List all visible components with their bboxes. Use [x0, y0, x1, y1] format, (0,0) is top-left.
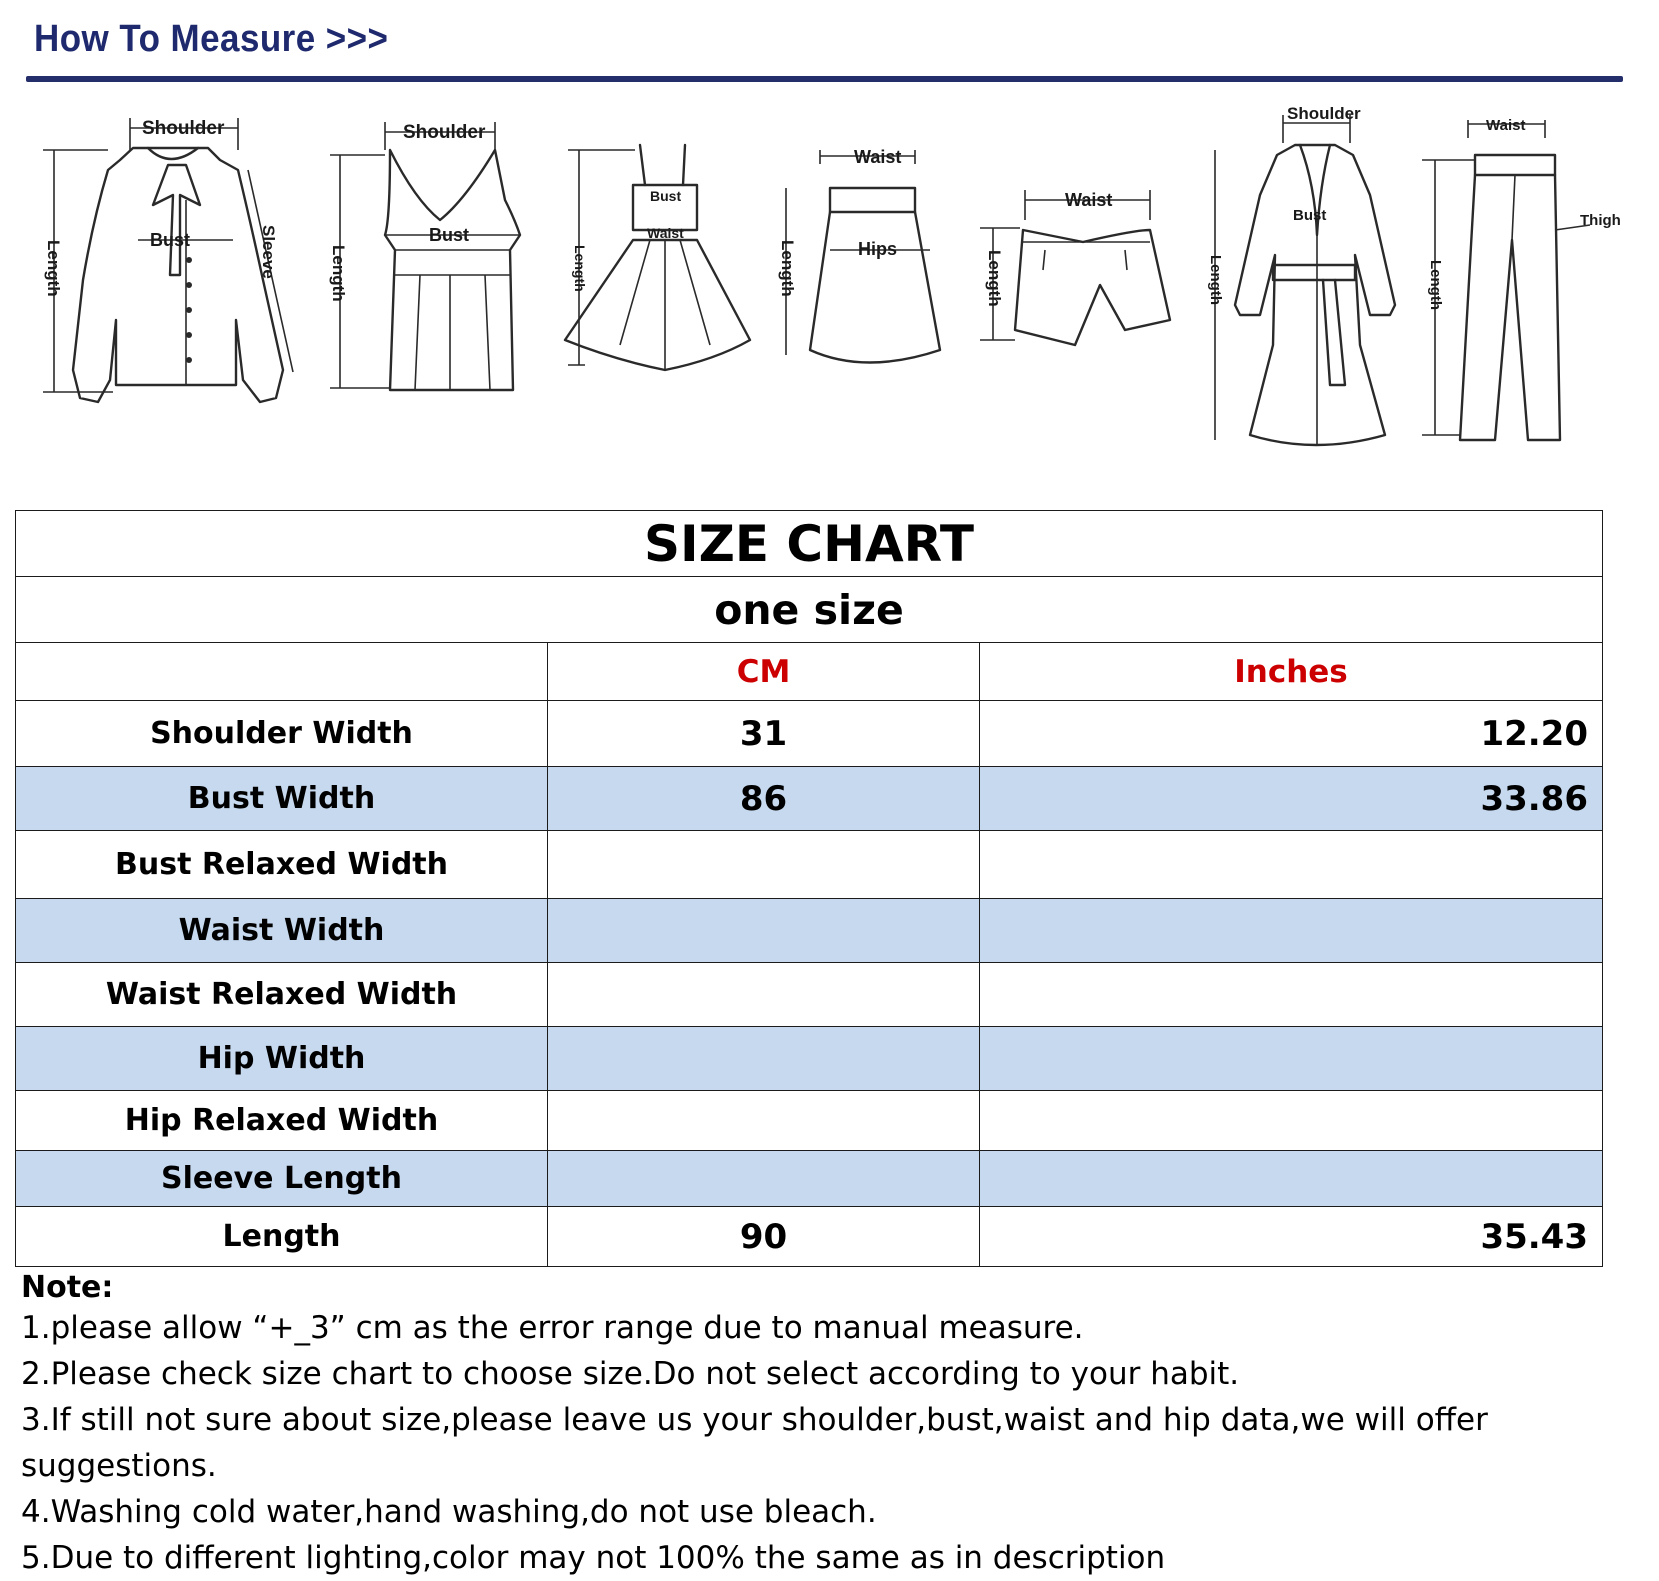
- size-chart-title: SIZE CHART: [16, 511, 1603, 577]
- row-label: Waist Relaxed Width: [16, 963, 548, 1027]
- units-blank-cell: [16, 643, 548, 701]
- coat-bust-label: Bust: [1293, 207, 1327, 224]
- row-cm-value: 90: [548, 1207, 980, 1267]
- header-divider: [26, 76, 1623, 82]
- row-cm-value: 31: [548, 701, 980, 767]
- size-label: one size: [16, 577, 1603, 643]
- row-label: Bust Width: [16, 767, 548, 831]
- tank-diagram: [329, 110, 545, 400]
- pants-waist-label: Waist: [1486, 117, 1526, 134]
- shirt-length-label: Length: [44, 240, 63, 297]
- dress-waist-label: Waist: [647, 225, 684, 241]
- coat-shoulder-label: Shoulder: [1287, 104, 1361, 123]
- row-inch-value: 33.86: [980, 767, 1603, 831]
- row-label: Hip Width: [16, 1027, 548, 1091]
- measurement-figures: [0, 100, 1659, 490]
- table-row: [16, 1027, 1603, 1091]
- coat-diagram: [1205, 105, 1405, 460]
- skirt-length-label: Length: [778, 240, 797, 297]
- row-cm-value: [548, 1151, 980, 1207]
- row-inch-value: [980, 963, 1603, 1027]
- table-row: [16, 767, 1603, 831]
- row-inch-value: 12.20: [980, 701, 1603, 767]
- notes-heading: Note:: [21, 1270, 114, 1305]
- shirt-bust-label: Bust: [150, 230, 190, 250]
- row-cm-value: [548, 1027, 980, 1091]
- shorts-waist-label: Waist: [1065, 190, 1113, 210]
- dress-length-label: Length: [572, 245, 588, 292]
- table-row: [16, 1151, 1603, 1207]
- pants-diagram: [1420, 117, 1630, 450]
- row-label: Length: [16, 1207, 548, 1267]
- shirt-sleeve-label: Sleeve: [259, 225, 278, 279]
- shirt-shoulder-label: Shoulder: [142, 118, 225, 139]
- pants-thigh-label: Thigh: [1580, 212, 1621, 229]
- table-row: [16, 899, 1603, 963]
- dress-diagram: [565, 145, 750, 385]
- units-inches-header: Inches: [980, 643, 1603, 701]
- row-cm-value: [548, 899, 980, 963]
- row-label: Bust Relaxed Width: [16, 831, 548, 899]
- skirt-diagram: [770, 147, 945, 380]
- shorts-length-label: Length: [985, 250, 1004, 307]
- tank-length-label: Length: [329, 245, 348, 302]
- row-label: Waist Width: [16, 899, 548, 963]
- row-inch-value: [980, 1151, 1603, 1207]
- units-cm-header: CM: [548, 643, 980, 701]
- size-chart-table: [15, 510, 1603, 1267]
- row-cm-value: [548, 1091, 980, 1151]
- row-label: Shoulder Width: [16, 701, 548, 767]
- note-item: 5.Due to different lighting,color may not 100% the same as in description: [21, 1540, 1166, 1576]
- note-item: 4.Washing cold water,hand washing,do not use bleach.: [21, 1494, 877, 1530]
- row-inch-value: [980, 831, 1603, 899]
- tank-shoulder-label: Shoulder: [403, 122, 486, 143]
- row-cm-value: 86: [548, 767, 980, 831]
- row-inch-value: [980, 899, 1603, 963]
- row-inch-value: 35.43: [980, 1207, 1603, 1267]
- shirt-diagram: [38, 110, 328, 415]
- table-row: [16, 1207, 1603, 1267]
- note-item: 3.If still not sure about size,please leave us your shoulder,bust,waist and hip data,we will offer suggestions.: [21, 1402, 1488, 1484]
- skirt-waist-label: Waist: [854, 147, 902, 167]
- pants-length-label: Length: [1427, 260, 1444, 310]
- skirt-hips-label: Hips: [858, 239, 898, 259]
- note-item: 2.Please check size chart to choose size.Do not select according to your habit.: [21, 1356, 1240, 1392]
- coat-length-label: Length: [1207, 255, 1224, 305]
- note-item: 1.please allow “+_3” cm as the error range due to manual measure.: [21, 1310, 1084, 1346]
- shorts-diagram: [975, 190, 1190, 350]
- table-row: [16, 963, 1603, 1027]
- row-inch-value: [980, 1091, 1603, 1151]
- row-inch-value: [980, 1027, 1603, 1091]
- row-cm-value: [548, 963, 980, 1027]
- tank-bust-label: Bust: [429, 225, 469, 245]
- table-row: [16, 831, 1603, 899]
- dress-bust-label: Bust: [650, 188, 682, 204]
- table-row: [16, 701, 1603, 767]
- notes-section: [21, 1271, 1659, 1581]
- table-row: [16, 1091, 1603, 1151]
- how-to-measure-title: How To Measure >>>: [34, 18, 389, 60]
- row-cm-value: [548, 831, 980, 899]
- row-label: Sleeve Length: [16, 1151, 548, 1207]
- row-label: Hip Relaxed Width: [16, 1091, 548, 1151]
